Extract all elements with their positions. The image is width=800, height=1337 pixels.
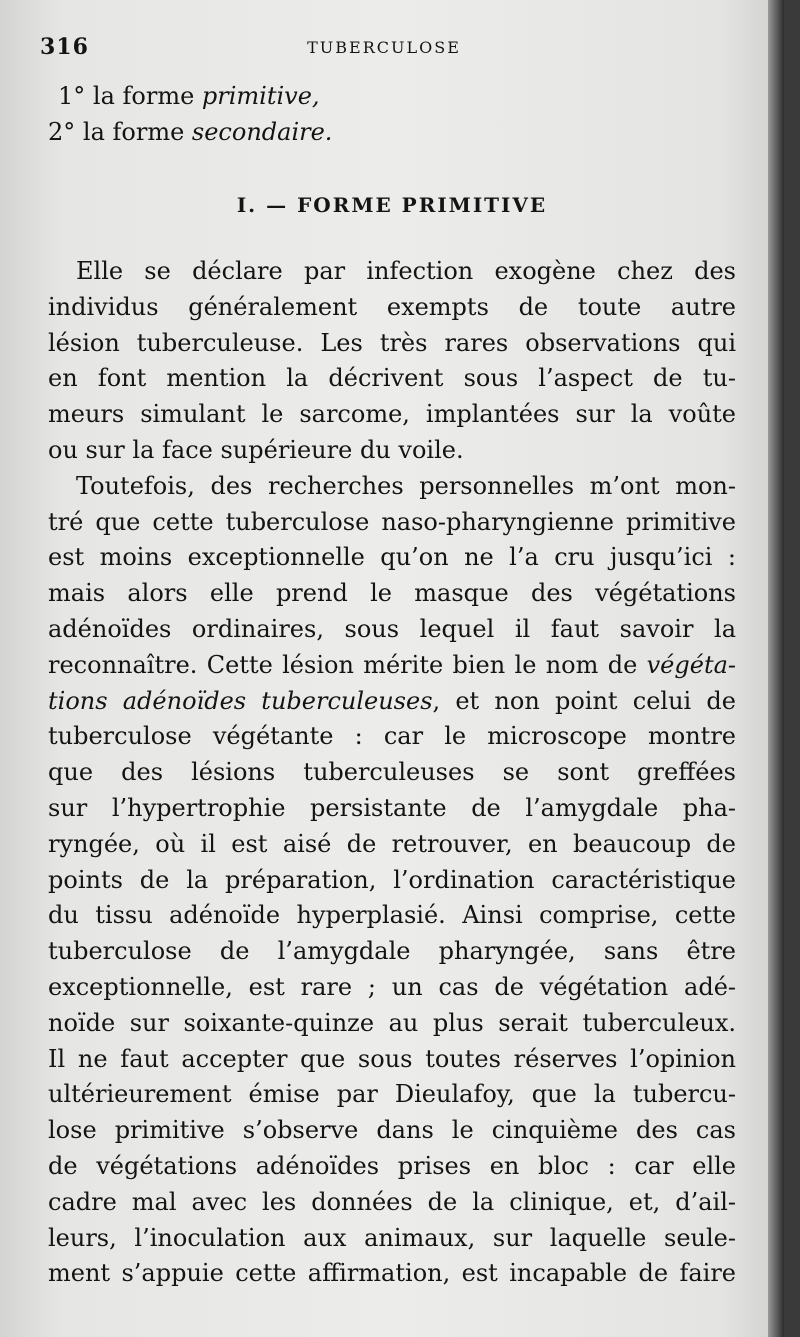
text-line: sur l’hypertrophie persistante de l’amygdale pha-: [48, 793, 736, 822]
text-segment: reconnaître. Cette lésion mérite bien le nom de: [48, 650, 638, 679]
text-line: adénoïdes ordinaires, sous lequel il faut savoir la: [48, 614, 736, 643]
text-line: Il ne faut accepter que sous toutes réserves l’opinion: [48, 1044, 736, 1073]
text-line: [48, 648, 736, 684]
page-number: 316: [40, 34, 89, 60]
text-line: mais alors elle prend le masque des végétations: [48, 579, 736, 608]
enumeration-term: primitive,: [201, 82, 320, 110]
text-line: exceptionnelle, est rare ; un cas de végétation adé-: [48, 972, 736, 1001]
text-line: individus généralement exempts de toute autre: [48, 292, 736, 321]
enumeration-term: secondaire.: [191, 118, 333, 146]
text-line: ryngée, où il est aisé de retrouver, en beaucoup de: [48, 829, 736, 858]
text-line: en font mention la décrivent sous l’aspect de tu-: [48, 364, 736, 393]
text-line: tuberculose de l’amygdale pharyngée, sans être: [48, 937, 736, 966]
italic-segment: tions adénoïdes tuberculeuses: [48, 686, 433, 715]
section-heading: I. — FORME PRIMITIVE: [236, 193, 548, 217]
text-segment: , et non point celui de: [432, 686, 736, 715]
running-head: TUBERCULOSE: [307, 38, 461, 57]
text-line: est moins exceptionnelle qu’on ne l’a cru jusqu’ici :: [48, 543, 736, 572]
text-line: lésion tuberculeuse. Les très rares observations qui: [48, 328, 736, 357]
text-line: noïde sur soixante-quinze au plus serait tuberculeux.: [48, 1008, 736, 1037]
text-line: Toutefois, des recherches personnelles m’ont mon-: [76, 471, 736, 500]
enumeration-item-1: [58, 78, 320, 114]
enumeration-item-2: [48, 114, 332, 150]
enumeration-number: 2° la forme: [48, 118, 192, 146]
italic-segment: végéta-: [646, 650, 736, 679]
body-text: [48, 254, 736, 1292]
page-header: [40, 34, 728, 64]
text-line: du tissu adénoïde hyperplasié. Ainsi comprise, cette: [48, 901, 736, 930]
text-line: [48, 684, 736, 720]
text-line: tuberculose végétante : car le microscope montre: [48, 722, 736, 751]
text-line: que des lésions tuberculeuses se sont greffées: [48, 758, 736, 787]
text-line: Elle se déclare par infection exogène chez des: [76, 257, 736, 285]
text-line: meurs simulant le sarcome, implantées sur la voûte: [48, 400, 736, 429]
enumeration-number: 1° la forme: [58, 82, 202, 110]
text-line: ment s’appuie cette affirmation, est incapable de faire: [48, 1259, 736, 1288]
text-line: points de la préparation, l’ordination caractéristique: [48, 865, 736, 894]
page-edge-shadow: [768, 0, 784, 1337]
text-line: leurs, l’inoculation aux animaux, sur laquelle seule-: [48, 1223, 736, 1252]
text-line: lose primitive s’observe dans le cinquième des cas: [48, 1116, 736, 1145]
text-line: de végétations adénoïdes prises en bloc : car elle: [48, 1151, 736, 1180]
text-line: ou sur la face supérieure du voile.: [48, 435, 464, 464]
text-line: cadre mal avec les données de la clinique, et, d’ail-: [48, 1187, 736, 1216]
text-line: ultérieurement émise par Dieulafoy, que la tubercu-: [48, 1080, 736, 1109]
text-line: tré que cette tuberculose naso-pharyngienne primitive: [48, 507, 736, 536]
